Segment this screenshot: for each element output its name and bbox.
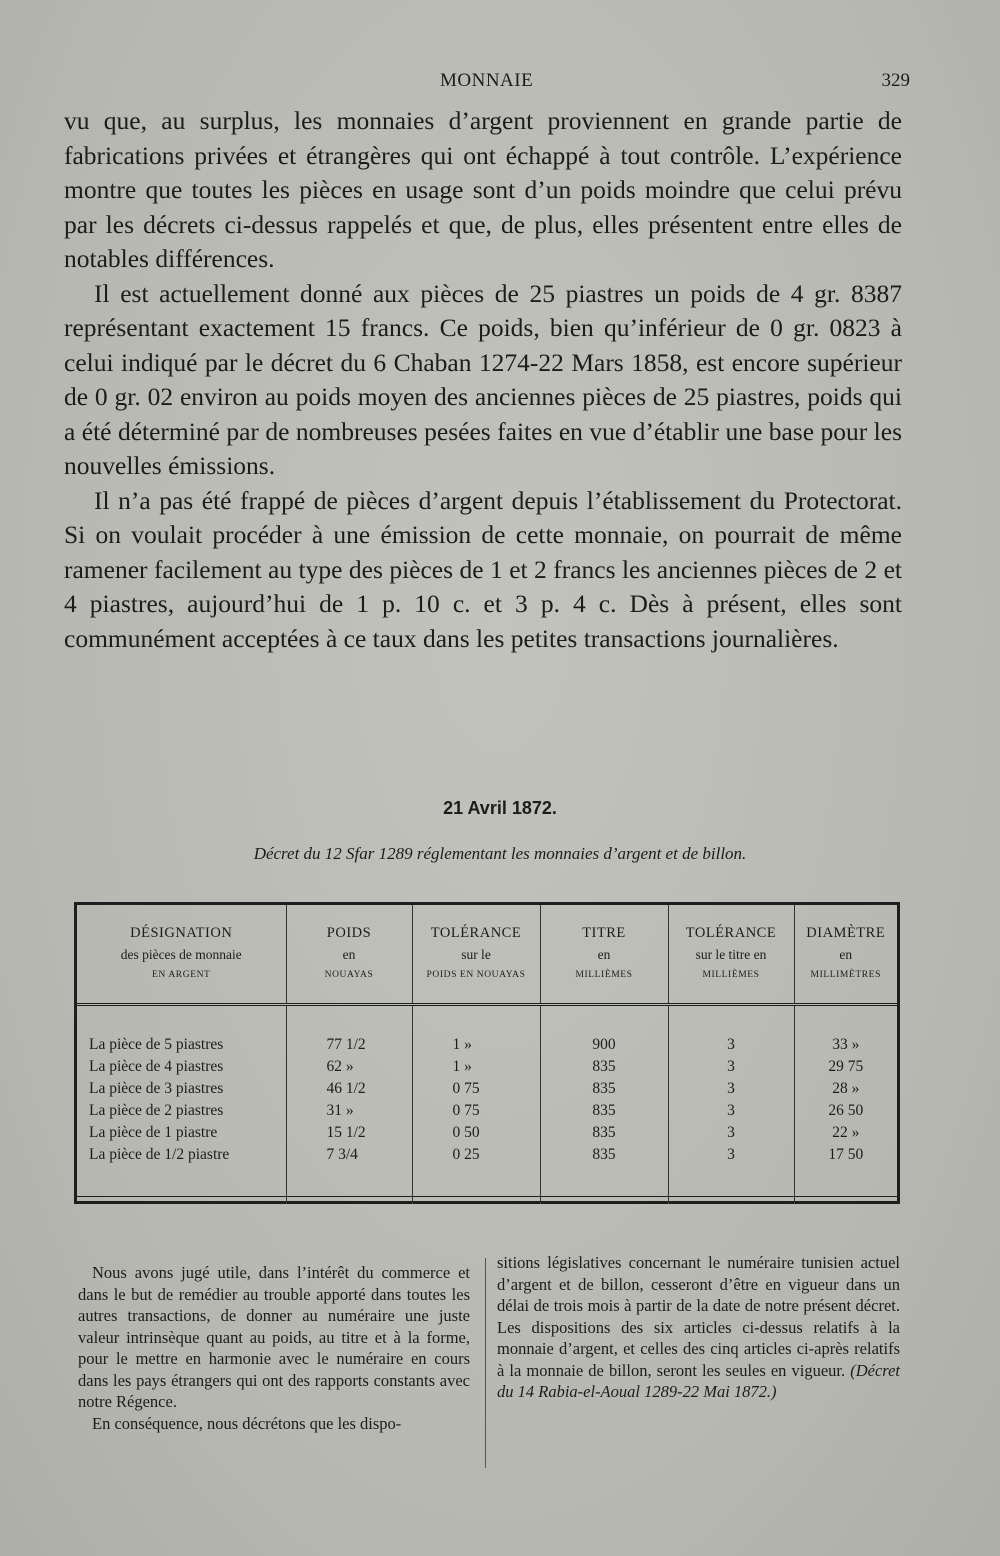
header-tolerance-poids: TOLÉRANCE sur le POIDS EN NOUAYAS (412, 905, 540, 1005)
table-row (77, 1100, 897, 1122)
page-number: 329 (881, 70, 910, 91)
cell-diametre: 33 » (794, 1005, 897, 1057)
coin-table-frame (74, 902, 900, 1204)
running-head (60, 70, 910, 100)
header-diametre: DIAMÈTRE en MILLIMÈTRES (794, 905, 897, 1005)
cell-tolerance-titre: 3 (668, 1056, 794, 1078)
decree-citation: (Décret du 14 Rabia-el-Aoual 1289-22 Mai 1872.) (497, 1360, 901, 1401)
left-column (78, 1262, 470, 1434)
table-row (77, 1122, 897, 1144)
cell-diametre: 28 » (794, 1078, 897, 1100)
cell-tolerance-poids: 1 » (412, 1005, 540, 1057)
table-header-row (77, 905, 897, 1005)
header-poids: POIDS en NOUAYAS (286, 905, 412, 1005)
cell-tolerance-poids: 0 50 (412, 1122, 540, 1144)
table-row (77, 1056, 897, 1078)
cell-diametre: 22 » (794, 1122, 897, 1144)
running-title: MONNAIE (440, 70, 534, 91)
cell-designation: La pièce de 4 piastres (89, 1058, 224, 1075)
cell-tolerance-poids: 0 75 (412, 1078, 540, 1100)
body-text (64, 104, 902, 656)
right-column (497, 1252, 900, 1403)
cell-tolerance-titre: 3 (668, 1005, 794, 1057)
table-row (77, 1144, 897, 1204)
paragraph-3: Il n’a pas été frappé de pièces d’argent depuis l’établissement du Protectorat. Si on voulait procéder à une émission de cette monnaie, on pourrait de même ramener facilement au type des pièces de 1 et 2 francs les anciennes pièces de 2 et 4 piastres, aujourd’hui de 1 p. 10 c. et 3 p. 4 c. Dès à présent, elles sont communément acceptées à ce taux dans les petites transactions journalières. (64, 485, 902, 653)
paragraph-2: Il est actuellement donné aux pièces de 25 piastres un poids de 4 gr. 8387 représentant exactement 15 francs. Ce poids, bien qu’inférieur de 0 gr. 0823 à celui indiqué par le décret du 6 Chaban 1274-22 Mars 1858, est encore supérieur de 0 gr. 02 environ au poids moyen des anciennes pièces de 25 piastres, poids qui a été déterminé par de nombreuses pesées faites en vue d’établir une base pour les nouvelles émissions. (64, 278, 902, 480)
cell-designation: La pièce de 1/2 piastre (89, 1146, 230, 1163)
header-titre: TITRE en MILLIÈMES (540, 905, 668, 1005)
left-column-paragraph-1: Nous avons jugé utile, dans l’intérêt du commerce et dans le but de remédier au trouble apporté dans toutes les autres transactions, de donner au numéraire une juste valeur intrinsèque quant au poids, au titre et à la forme, pour le mettre en harmonie avec le numéraire en cours dans les pays étrangers qui ont des rapports constants avec notre Régence. (78, 1263, 470, 1411)
cell-diametre: 29 75 (794, 1056, 897, 1078)
header-designation: DÉSIGNATION des pièces de monnaie EN ARGENT (77, 905, 286, 1005)
table-row (77, 1005, 897, 1057)
cell-designation: La pièce de 1 piastre (89, 1124, 218, 1141)
cell-diametre: 26 50 (794, 1100, 897, 1122)
cell-designation: La pièce de 2 piastres (89, 1102, 224, 1119)
cell-designation: La pièce de 5 piastres (89, 1036, 224, 1053)
cell-titre: 835 (540, 1100, 668, 1122)
decree-title: Décret du 12 Sfar 1289 réglementant les monnaies d’argent et de billon. (253, 844, 747, 863)
table-row (77, 1078, 897, 1100)
cell-designation: La pièce de 3 piastres (89, 1080, 224, 1097)
cell-poids: 46 1/2 (286, 1078, 412, 1100)
cell-titre: 835 (540, 1056, 668, 1078)
cell-poids: 31 » (286, 1100, 412, 1122)
column-divider (485, 1258, 486, 1468)
right-column-text: sitions législatives concernant le numéraire tunisien actuel d’argent et de billon, cesseront d’être en vigueur dans un délai de trois mois à partir de la date de notre présent décret. Les dispositions des six articles ci-dessus relatifs à la monnaie d’argent, et celles des cinq articles ci-après relatifs à la monnaie de billon, seront les seules en vigueur. (497, 1253, 900, 1380)
cell-tolerance-titre: 3 (668, 1078, 794, 1100)
cell-tolerance-titre: 3 (668, 1122, 794, 1144)
right-column-paragraph (497, 1252, 900, 1403)
cell-titre: 835 (540, 1144, 668, 1204)
cell-diametre: 17 50 (794, 1144, 897, 1204)
cell-poids: 77 1/2 (286, 1005, 412, 1057)
coin-table (77, 905, 897, 1204)
cell-tolerance-poids: 1 » (412, 1056, 540, 1078)
cell-poids: 15 1/2 (286, 1122, 412, 1144)
cell-tolerance-poids: 0 25 (412, 1144, 540, 1204)
decree-date: 21 Avril 1872. (443, 798, 557, 818)
paragraph-1: vu que, au surplus, les monnaies d’argent proviennent en grande partie de fabrications privées et étrangères qui ont échappé à tout contrôle. L’expérience montre que toutes les pièces en usage sont d’un poids moindre que celui prévu par les décrets ci-dessus rappelés et que, de plus, elles présentent entre elles de notables différences. (64, 106, 902, 273)
cell-titre: 835 (540, 1122, 668, 1144)
cell-tolerance-poids: 0 75 (412, 1100, 540, 1122)
cell-titre: 900 (540, 1005, 668, 1057)
cell-poids: 62 » (286, 1056, 412, 1078)
cell-tolerance-titre: 3 (668, 1100, 794, 1122)
cell-titre: 835 (540, 1078, 668, 1100)
header-tolerance-titre: TOLÉRANCE sur le titre en MILLIÈMES (668, 905, 794, 1005)
left-column-paragraph-2: En conséquence, nous décrétons que les dispo- (92, 1413, 402, 1433)
cell-poids: 7 3/4 (286, 1144, 412, 1204)
cell-tolerance-titre: 3 (668, 1144, 794, 1204)
